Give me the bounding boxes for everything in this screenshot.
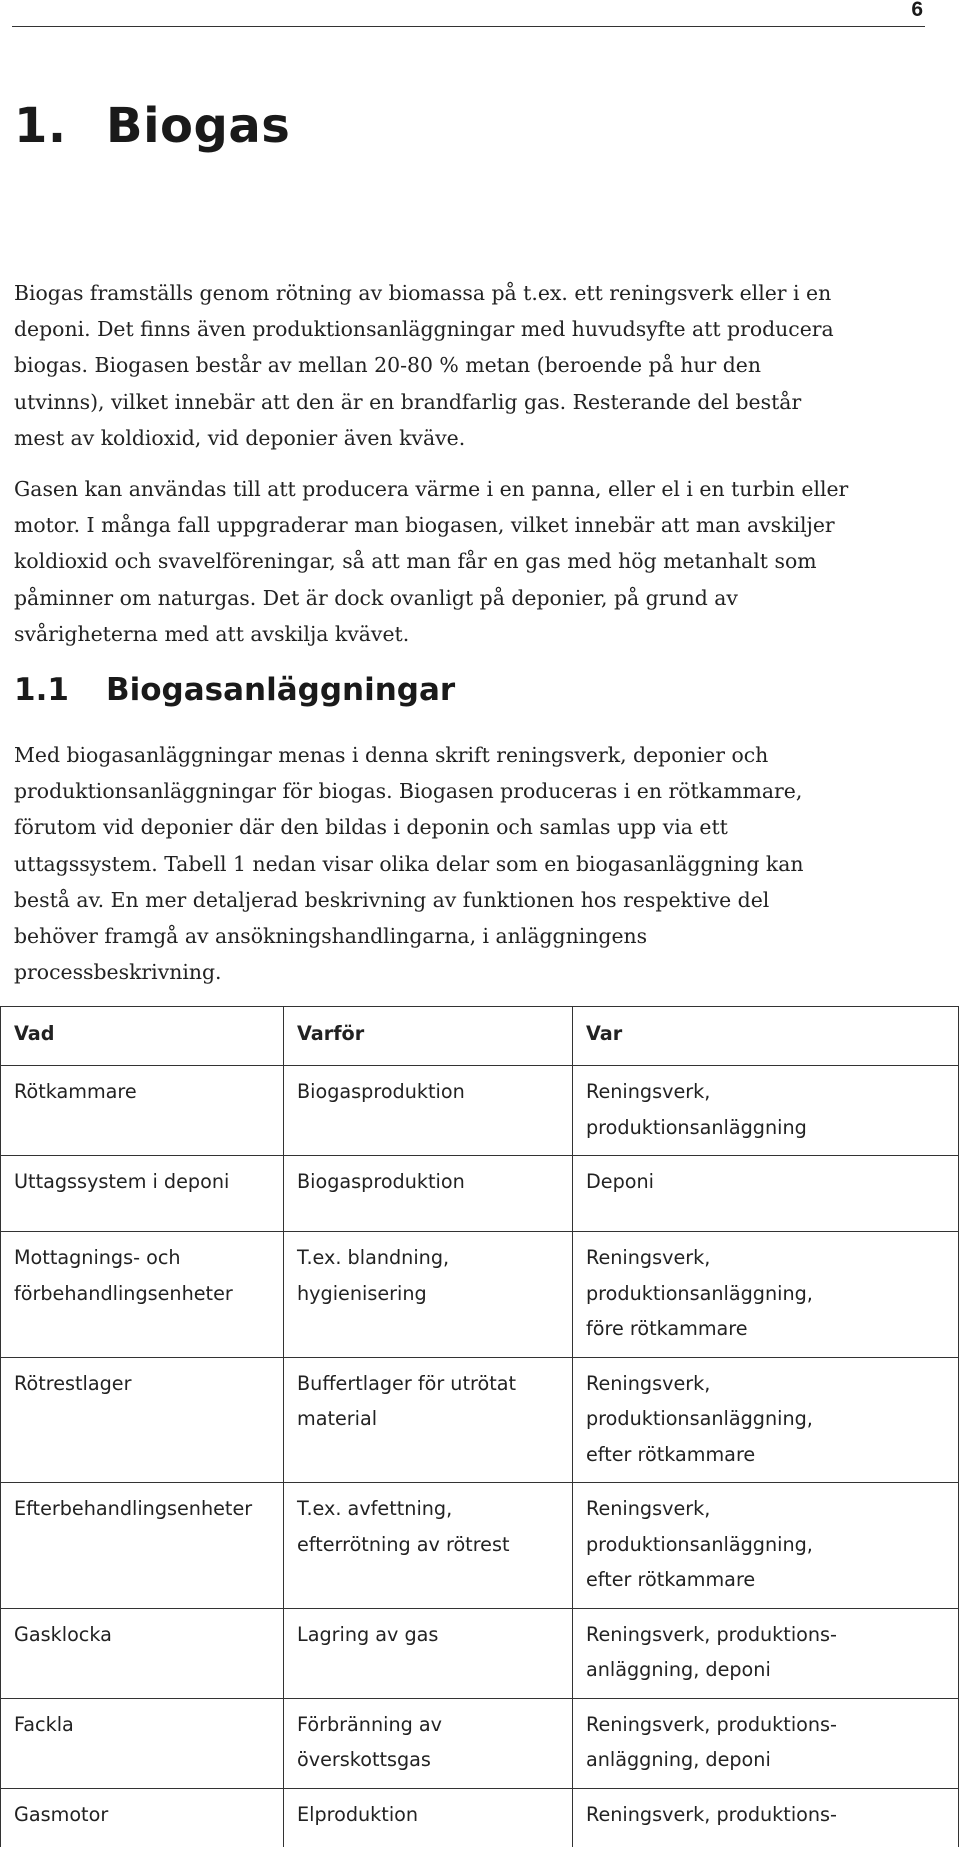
cell-line: produktionsanläggning, bbox=[586, 1407, 813, 1430]
paragraph-line: utvinns), vilket innebär att den är en brandfarlig gas. Resterande del består bbox=[14, 389, 802, 414]
table-cell-varfor bbox=[284, 1156, 573, 1232]
cell-line: Gasklocka bbox=[14, 1622, 112, 1646]
section-title: Biogas bbox=[106, 98, 291, 154]
table-cell-vad bbox=[1, 1156, 284, 1232]
paragraph-line: biogas. Biogasen består av mellan 20-80 % metan (beroende på hur den bbox=[14, 353, 761, 378]
paragraph-line: Med biogasanläggningar menas i denna skrift reningsverk, deponier och bbox=[14, 743, 769, 767]
table-cell-vad bbox=[1, 1788, 284, 1847]
cell-line: efter rötkammare bbox=[586, 1442, 756, 1466]
table-cell-varfor bbox=[284, 1698, 573, 1788]
paragraph-line: Biogas framställs genom rötning av biomassa på t.ex. ett reningsverk eller i en bbox=[14, 281, 832, 305]
cell-line: T.ex. avfettning, bbox=[297, 1497, 453, 1520]
cell-line: Rötrestlager bbox=[14, 1371, 132, 1395]
cell-line: Reningsverk, bbox=[586, 1080, 711, 1103]
table-cell-varfor bbox=[284, 1483, 573, 1609]
cell-line: Elproduktion bbox=[297, 1802, 419, 1826]
table-cell-varfor bbox=[284, 1066, 573, 1156]
paragraph-line: deponi. Det finns även produktionsanläggningar med huvudsyfte att producera bbox=[14, 317, 834, 342]
table-cell-vad bbox=[1, 1066, 284, 1156]
paragraph-line: processbeskrivning. bbox=[14, 960, 222, 985]
table-cell-varfor bbox=[284, 1788, 573, 1847]
table-cell-vad bbox=[1, 1232, 284, 1358]
intro-paragraph bbox=[14, 275, 934, 456]
table-cell-vad bbox=[1, 1608, 284, 1698]
cell-line: Deponi bbox=[586, 1170, 654, 1193]
cell-line: Reningsverk, bbox=[586, 1371, 711, 1395]
table-cell-vad bbox=[1, 1357, 284, 1483]
header-varfor: Varför bbox=[284, 1007, 573, 1066]
table-cell-var bbox=[573, 1357, 959, 1483]
cell-line: hygienisering bbox=[297, 1281, 427, 1305]
cell-line: Biogasproduktion bbox=[297, 1170, 465, 1193]
cell-line: anläggning, deponi bbox=[586, 1748, 771, 1771]
table-cell-var bbox=[573, 1156, 959, 1232]
table-row bbox=[1, 1608, 959, 1698]
cell-line: Fackla bbox=[14, 1712, 74, 1736]
table-cell-varfor bbox=[284, 1232, 573, 1358]
cell-line: Reningsverk, bbox=[586, 1497, 711, 1520]
table-row bbox=[1, 1698, 959, 1788]
paragraph-line: bestå av. En mer detaljerad beskrivning av funktionen hos respektive del bbox=[14, 887, 770, 912]
paragraph-line: förutom vid deponier där den bildas i deponin och samlas upp via ett bbox=[14, 815, 728, 840]
cell-line: efter rötkammare bbox=[586, 1568, 756, 1591]
page-number: 6 bbox=[911, 0, 923, 21]
cell-line: överskottsgas bbox=[297, 1748, 431, 1771]
subsection-heading bbox=[14, 672, 455, 708]
cell-line: förbehandlingsenheter bbox=[14, 1281, 233, 1305]
cell-line: Reningsverk, produktions- bbox=[586, 1802, 837, 1826]
table-cell-var bbox=[573, 1788, 959, 1847]
cell-line: Efterbehandlingsenheter bbox=[14, 1497, 253, 1520]
cell-line: Mottagnings- och bbox=[14, 1246, 181, 1269]
paragraph-line: påminner om naturgas. Det är dock ovanligt på deponier, på grund av bbox=[14, 585, 738, 610]
cell-line: Uttagssystem i deponi bbox=[14, 1170, 230, 1193]
cell-line: Biogasproduktion bbox=[297, 1080, 465, 1103]
cell-line: produktionsanläggning bbox=[586, 1115, 807, 1139]
table-row bbox=[1, 1232, 959, 1358]
cell-line: Reningsverk, bbox=[586, 1246, 711, 1269]
table-row bbox=[1, 1156, 959, 1232]
table-cell-varfor bbox=[284, 1357, 573, 1483]
paragraph-line: motor. I många fall uppgraderar man biogasen, vilket innebär att man avskiljer bbox=[14, 513, 835, 538]
cell-line: Lagring av gas bbox=[297, 1622, 439, 1646]
section-heading bbox=[14, 98, 290, 154]
paragraph-line: uttagssystem. Tabell 1 nedan visar olika delar som en biogasanläggning kan bbox=[14, 851, 804, 876]
cell-line: efterrötning av rötrest bbox=[297, 1532, 510, 1556]
table-cell-var bbox=[573, 1483, 959, 1609]
cell-line: före rötkammare bbox=[586, 1317, 748, 1340]
paragraph-line: produktionsanläggningar för biogas. Biogasen produceras i en rötkammare, bbox=[14, 779, 803, 804]
table-header-row bbox=[1, 1007, 959, 1066]
cell-line: Buffertlager för utrötat bbox=[297, 1371, 516, 1395]
table-cell-var bbox=[573, 1698, 959, 1788]
biogas-components-table bbox=[0, 1006, 959, 1847]
cell-line: Rötkammare bbox=[14, 1080, 137, 1103]
subsection-title: Biogasanläggningar bbox=[106, 672, 456, 708]
paragraph-line: Gasen kan användas till att producera värme i en panna, eller el i en turbin eller bbox=[14, 477, 849, 501]
cell-line: Gasmotor bbox=[14, 1802, 109, 1826]
table-cell-var bbox=[573, 1066, 959, 1156]
paragraph-line: svårigheterna med att avskilja kvävet. bbox=[14, 621, 410, 646]
header-vad: Vad bbox=[1, 1007, 284, 1066]
table-cell-vad bbox=[1, 1698, 284, 1788]
cell-line: T.ex. blandning, bbox=[297, 1246, 450, 1269]
cell-line: produktionsanläggning, bbox=[586, 1532, 813, 1556]
table-cell-varfor bbox=[284, 1608, 573, 1698]
cell-line: Reningsverk, produktions- bbox=[586, 1712, 837, 1736]
table-row bbox=[1, 1483, 959, 1609]
cell-line: Förbränning av bbox=[297, 1712, 443, 1736]
subsection-number: 1.1 bbox=[14, 672, 69, 708]
header-var: Var bbox=[573, 1007, 959, 1066]
cell-line: produktionsanläggning, bbox=[586, 1281, 813, 1305]
table-row bbox=[1, 1357, 959, 1483]
table-cell-vad bbox=[1, 1483, 284, 1609]
subsection-paragraph bbox=[14, 737, 934, 990]
table-row bbox=[1, 1066, 959, 1156]
table-body bbox=[1, 1066, 959, 1847]
paragraph-line: koldioxid och svavelföreningar, så att man får en gas med hög metanhalt som bbox=[14, 549, 817, 574]
cell-line: anläggning, deponi bbox=[586, 1658, 771, 1681]
table-row bbox=[1, 1788, 959, 1847]
table-cell-var bbox=[573, 1232, 959, 1358]
paragraph-line: mest av koldioxid, vid deponier även kväve. bbox=[14, 425, 466, 450]
usage-paragraph bbox=[14, 471, 934, 652]
page-header bbox=[12, 0, 925, 27]
cell-line: Reningsverk, produktions- bbox=[586, 1622, 837, 1646]
section-number: 1. bbox=[14, 98, 67, 154]
cell-line: material bbox=[297, 1407, 378, 1430]
table-cell-var bbox=[573, 1608, 959, 1698]
paragraph-line: behöver framgå av ansökningshandlingarna, i anläggningens bbox=[14, 924, 648, 949]
